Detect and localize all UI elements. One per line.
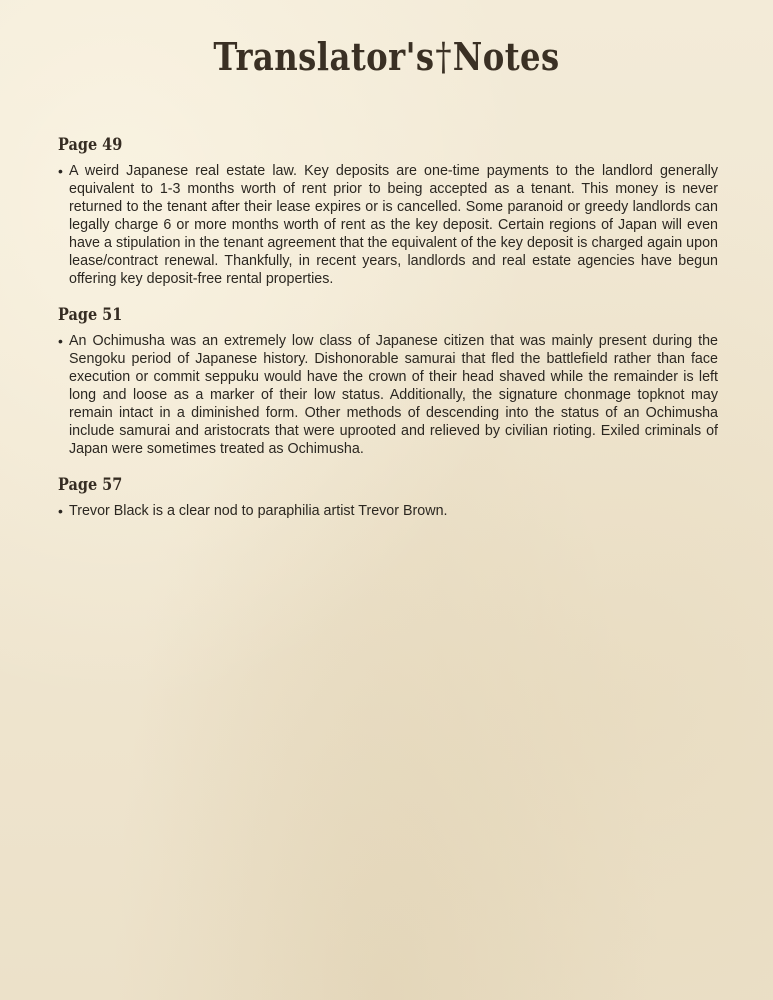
section-heading: Page 51 — [58, 305, 123, 325]
note-text: A weird Japanese real estate law. Key deposits are one-time payments to the landlord generally equivalent to 1-3 months worth of rent prior to being accepted as a tenant. This money is never returned to the tenant after their lease expires or is cancelled. Some paranoid or greedy landlords can legally charge 6 or more months worth of rent as the key deposit. Certain regions of Japan will even have a stipulation in the tenant agreement that the equivalent of the key deposit is charged again upon lease/contract renewal. Thankfully, in recent years, landlords and real estate agencies have begun offering key deposit-free rental properties. — [69, 163, 718, 287]
note-section-page-49 — [58, 134, 718, 288]
title-part-1: Translator's — [213, 34, 435, 79]
dagger-icon: † — [435, 35, 452, 79]
note-item — [58, 332, 718, 458]
note-item — [58, 502, 718, 520]
bullet-icon: • — [58, 333, 63, 349]
bullet-icon: • — [58, 163, 63, 179]
note-section-page-51 — [58, 304, 718, 458]
note-text: Trevor Black is a clear nod to paraphilia artist Trevor Brown. — [69, 503, 448, 519]
page-title — [58, 30, 715, 84]
title-part-2: Notes — [452, 34, 560, 79]
note-text: An Ochimusha was an extremely low class of Japanese citizen that was mainly present during the Sengoku period of Japanese history. Dishonorable samurai that fled the battlefield rather than face execution or commit seppuku would have the crown of their head shaved while the remainder is left long and loose as a marker of their low status. Additionally, the signature chonmage topknot may remain intact in a diminished form. Other methods of descending into the status of an Ochimusha include samurai and aristocrats that were uprooted and relieved by civilian rioting. Exiled criminals of Japan were sometimes treated as Ochimusha. — [69, 333, 718, 457]
bullet-icon: • — [58, 503, 63, 519]
note-section-page-57 — [58, 474, 718, 520]
note-item — [58, 162, 718, 288]
section-heading: Page 49 — [58, 135, 123, 155]
section-heading: Page 57 — [58, 475, 123, 495]
